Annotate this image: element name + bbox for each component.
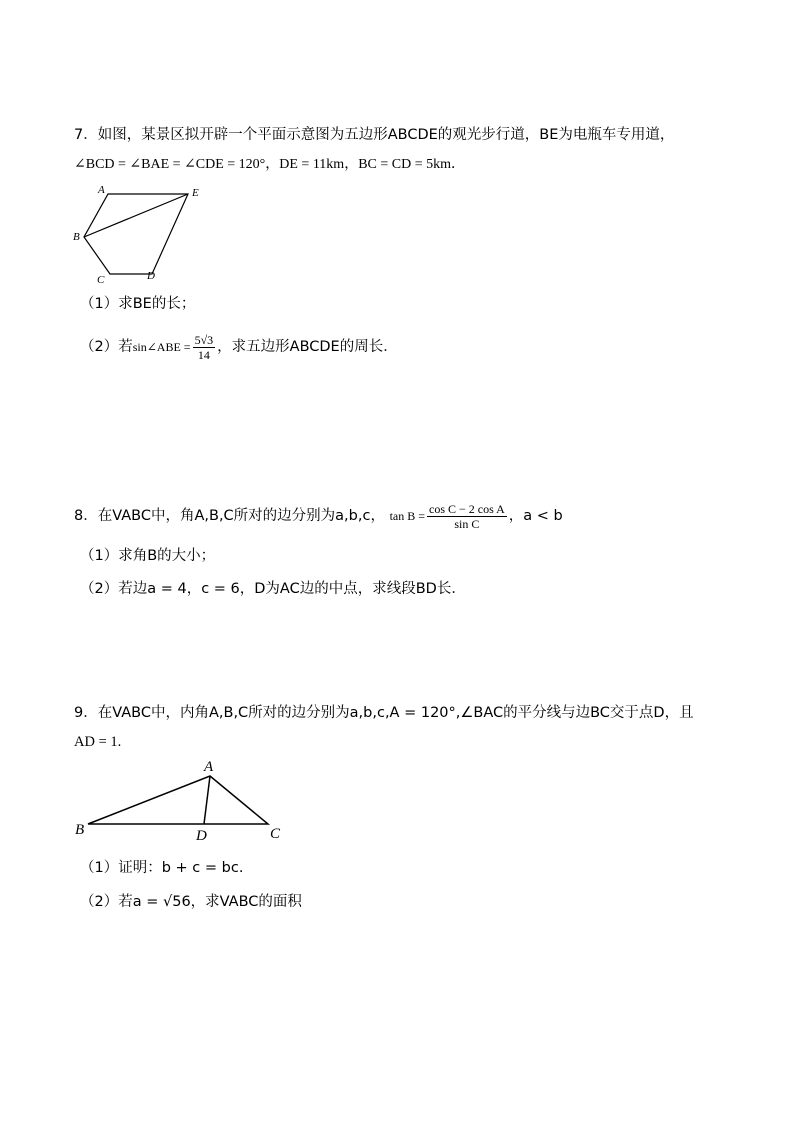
- problem-7-q2-suffix: ，求五边形ABCDE的周长．: [217, 339, 398, 355]
- problem-8-number: 8．: [74, 508, 98, 524]
- problem-9-number: 9．: [74, 705, 98, 721]
- pentagon-label-d: D: [147, 270, 155, 282]
- problem-7-line-1: [74, 125, 674, 145]
- pentagon-label-c: C: [97, 274, 105, 286]
- problem-9-question-2: （2）若a = √56，求VABC的面积: [80, 894, 302, 910]
- problem-8-tail: ，a < b: [508, 508, 563, 524]
- problem-8-fraction: [427, 502, 507, 531]
- problem-7-q2-expr: sin∠ABE =: [132, 340, 191, 354]
- problem-9-line-2: AD = 1.: [74, 734, 122, 750]
- problem-8-question-2: （2）若边a = 4，c = 6，D为AC边的中点，求线段BD长．: [80, 581, 466, 597]
- problem-7-q2-fraction: [193, 333, 216, 362]
- problem-7-question-2: [80, 330, 398, 364]
- pentagon-label-b: B: [73, 231, 80, 243]
- problem-7-q2-prefix: （2）若: [80, 339, 133, 355]
- problem-8-frac-den: sin C: [454, 516, 480, 531]
- triangle-label-a: A: [204, 759, 214, 775]
- problem-7-q2-frac-num: 5√3: [194, 332, 214, 347]
- problem-8-stem: 在VABC中，角A,B,C所对的边分别为a,b,c，: [97, 508, 385, 524]
- problem-7-number: 7．: [74, 127, 98, 143]
- triangle-label-c: C: [270, 826, 281, 842]
- problem-8-line-1: [74, 498, 563, 534]
- pentagon-label-e: E: [192, 187, 199, 199]
- pentagon-label-a: A: [98, 184, 105, 196]
- problem-8-tan-expr: tan B =: [389, 509, 425, 523]
- triangle-label-d: D: [196, 828, 207, 844]
- problem-7-condition: ∠BCD = ∠BAE = ∠CDE = 120°，DE = 11km，BC = CD = 5km．: [74, 157, 465, 172]
- triangle-label-b: B: [75, 822, 85, 838]
- problem-9-stem: 在VABC中，内角A,B,C所对的边分别为a,b,c,A = 120°,∠BAC的平分线与边BC交于点D，且: [97, 705, 694, 721]
- triangle-figure: [72, 756, 292, 848]
- problem-8-question-1: （1）求角B的大小；: [80, 548, 216, 564]
- problem-7-question-1: （1）求BE的长；: [80, 296, 196, 312]
- problem-7-q2-frac-den: 14: [197, 347, 210, 362]
- problem-9-question-1: （1）证明：b + c = bc.: [80, 860, 244, 876]
- problem-9-line-1: [74, 703, 694, 723]
- problem-8-frac-num: cos C − 2 cos A: [429, 501, 505, 516]
- problem-7-stem: 如图，某景区拟开辟一个平面示意图为五边形ABCDE的观光步行道，BE为电瓶车专用道，: [97, 127, 675, 143]
- pentagon-figure: [70, 180, 210, 290]
